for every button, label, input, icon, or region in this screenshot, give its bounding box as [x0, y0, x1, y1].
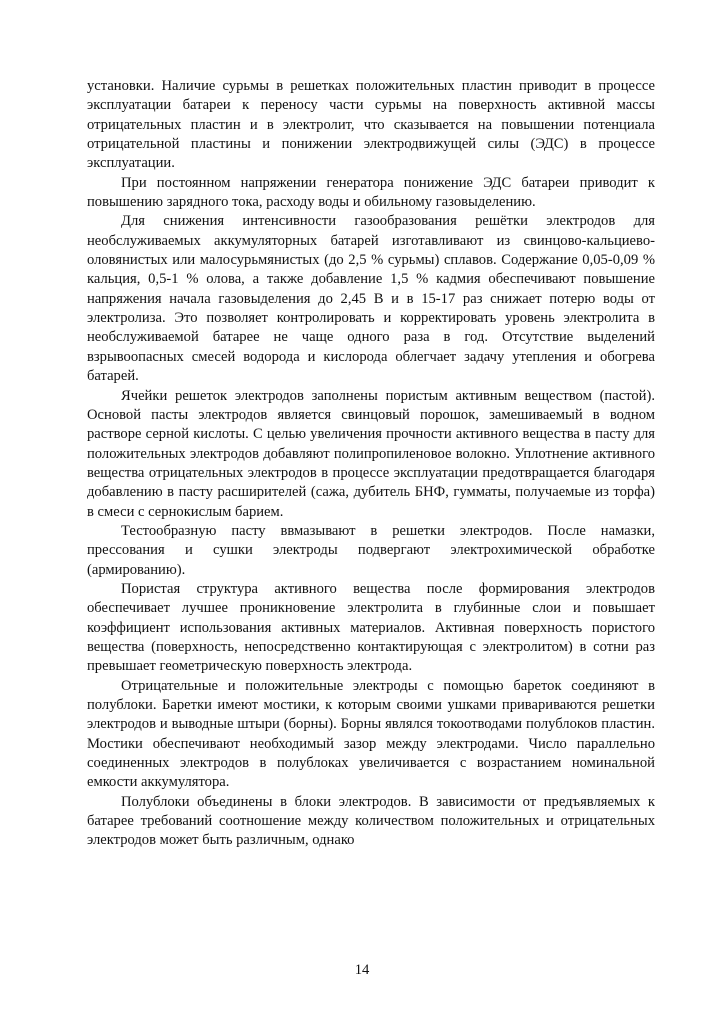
paragraph-3: Для снижения интенсивности газообразования решётки электродов для необслуживаемых аккумуляторных батарей изготавливают из свинцово-кальциево-оловянистых или малосурьмянистых (до 2,5 % сурьмы) сплавов. Содержание 0,05-0,09 % кальция, 0,5-1 % олова, а также добавление 1,5 % кадмия обеспечивают повышение напряжения начала газовыделения до 2,45 В и в 15-17 раз снижает потерю воды от электролиза. Это позволяет контролировать и корректировать уровень электролита в необслуживаемой батарее не чаще одного раза в год. Отсутствие выделений взрывоопасных смесей водорода и кислорода облегчает задачу утепления и обогрева батарей. [87, 213, 655, 385]
paragraph-4: Ячейки решеток электродов заполнены пористым активным веществом (пастой). Основой пасты электродов является свинцовый порошок, замешиваемый в водном растворе серной кислоты. С целью увеличения прочности активного вещества в пасту для положительных электродов добавляют полипропиленовое волокно. Уплотнение активного вещества отрицательных электродов в процессе эксплуатации предотвращается благодаря добавлению в пасту расширителей (сажа, дубитель БНФ, гумматы, получаемые из торфа) в смеси с сернокислым барием. [87, 387, 655, 520]
page-number: 14 [354, 962, 370, 978]
paragraph-5: Тестообразную пасту ввмазывают в решетки электродов. После намазки, прессования и сушки электроды подвергают электрохимической обработке (армированию). [87, 522, 655, 578]
paragraph-6: Пористая структура активного вещества после формирования электродов обеспечивает лучшее проникновение электролита в глубинные слои и повышает коэффициент использования активных материалов. Активная поверхность пористого вещества (поверхность, непосредственно контактирующая с электролитом) в сотни раз превышает геометрическую поверхность электрода. [87, 580, 655, 675]
body-text [87, 77, 655, 851]
paragraph-8: Полублоки объединены в блоки электродов. В зависимости от предъявляемых к батарее требований соотношение между количеством положительных и отрицательных электродов может быть различным, однако [87, 793, 655, 849]
paragraph-1: установки. Наличие сурьмы в решетках положительных пластин приводит в процессе эксплуатации батареи к переносу части сурьмы на поверхность активной массы отрицательных пластин и в электролит, что сказывается на повышении потенциала отрицательной пластины и понижении электродвижущей силы (ЭДС) в процессе эксплуатации. [87, 78, 655, 172]
paragraph-7: Отрицательные и положительные электроды с помощью бареток соединяют в полублоки. Баретки имеют мостики, к которым своими ушками привариваются решетки электродов и выводные штыри (борны). Борны являлся токоотводами полублоков пластин. Мостики обеспечивают необходимый зазор между электродами. Число параллельно соединенных электродов в полублоках увеличивается с возрастанием номинальной емкости аккумулятора. [87, 677, 655, 791]
paragraph-2: При постоянном напряжении генератора понижение ЭДС батареи приводит к повышению зарядного тока, расходу воды и обильному газовыделению. [87, 174, 655, 211]
